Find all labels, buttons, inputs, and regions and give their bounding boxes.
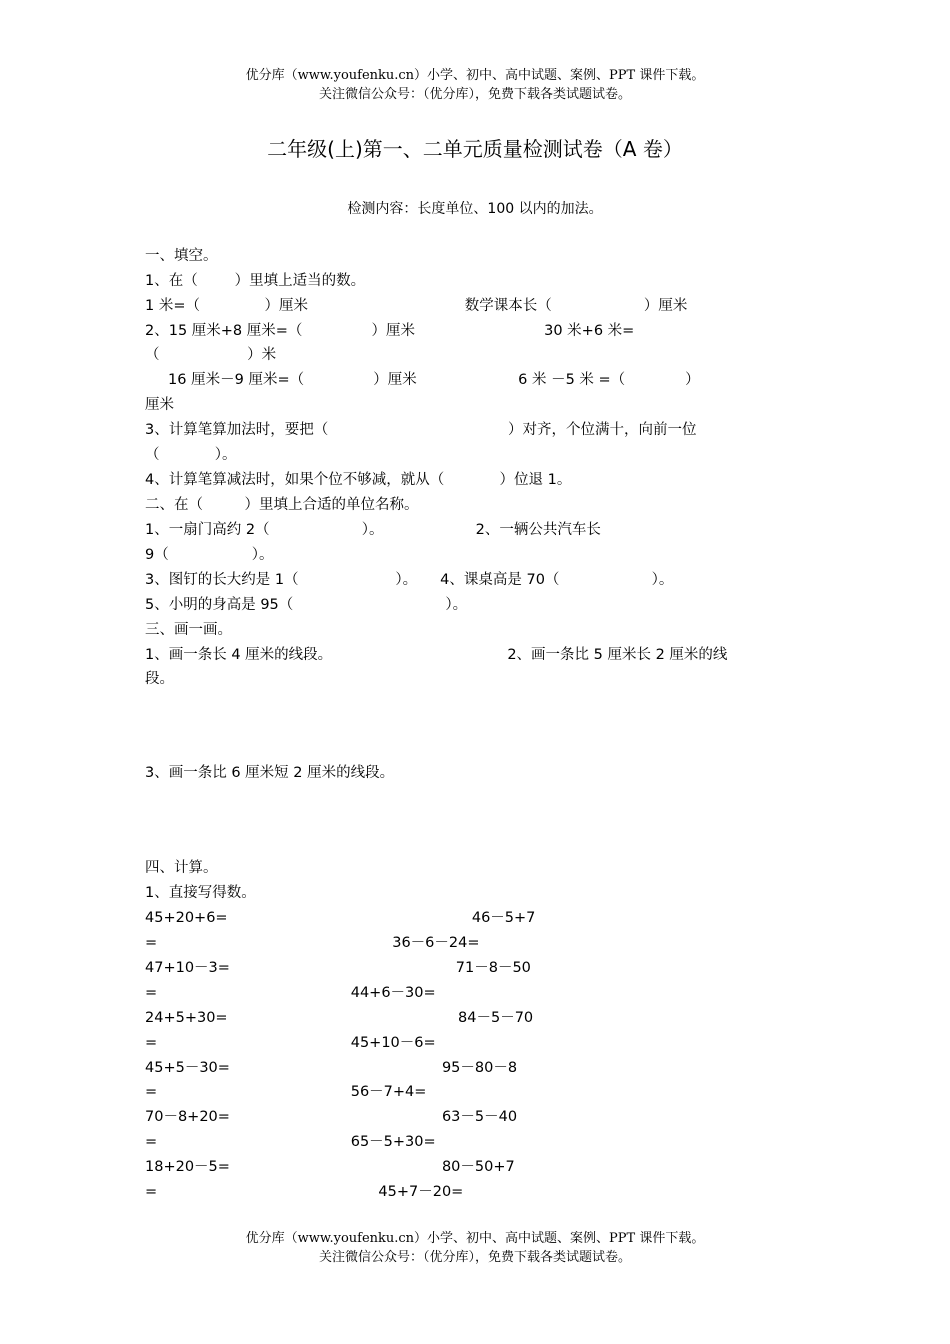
- text-line: 二、在（ ）里填上合适的单位名称。: [145, 497, 419, 513]
- text-line: （ ）米: [145, 347, 277, 363]
- text-line: 16 厘米－9 厘米=（ ）厘米 6 米 －5 米 =（ ）: [145, 372, 700, 388]
- text-line: 3、画一条比 6 厘米短 2 厘米的线段。: [145, 765, 395, 781]
- header-line-2: 关注微信公众号：（优分库），免费下载各类试题试卷。: [318, 87, 631, 102]
- text-line: 1、在（ ）里填上适当的数。: [145, 273, 366, 289]
- text-line: 一、填空。: [145, 248, 218, 264]
- text-line: （ ）。: [145, 447, 237, 463]
- text-line: = 44+6－30=: [145, 985, 436, 1001]
- text-line: 47+10－3= 71－8－50: [145, 960, 531, 976]
- footer-line-2: 关注微信公众号：（优分库），免费下载各类试题试卷。: [318, 1250, 631, 1265]
- text-line: 1 米=（ ）厘米 数学课本长（ ）厘米: [145, 298, 688, 314]
- text-line: = 65－5+30=: [145, 1134, 436, 1150]
- text-line: = 56－7+4=: [145, 1084, 427, 1100]
- text-line: 45+20+6= 46－5+7: [145, 910, 536, 926]
- page-subtitle: 检测内容：长度单位、100 以内的加法。: [347, 201, 603, 217]
- text-line: 3、图钉的长大约是 1（ ）。 4、课桌高是 70（ ）。: [145, 572, 674, 588]
- text-line: 段。: [145, 671, 174, 687]
- text-line: 70－8+20= 63－5－40: [145, 1109, 518, 1125]
- text-line: 1、画一条长 4 厘米的线段。 2、画一条比 5 厘米长 2 厘米的线: [145, 647, 728, 663]
- text-line: 1、一扇门高约 2（ ）。 2、一辆公共汽车长: [145, 522, 601, 538]
- text-line: 9（ ）。: [145, 547, 274, 563]
- text-line: 1、直接写得数。: [145, 885, 256, 901]
- text-line: 24+5+30= 84－5－70: [145, 1010, 534, 1026]
- text-line: = 45+7－20=: [145, 1184, 464, 1200]
- header-line-1: 优分库（www.youfenku.cn）小学、初中、高中试题、案例、PPT 课件下载。: [245, 68, 705, 83]
- text-line: 2、15 厘米+8 厘米=（ ）厘米 30 米+6 米=: [145, 323, 635, 339]
- text-line: 厘米: [145, 397, 174, 413]
- text-line: = 45+10－6=: [145, 1035, 436, 1051]
- text-line: 三、画一画。: [145, 622, 232, 638]
- text-line: 四、计算。: [145, 860, 218, 876]
- text-line: 18+20－5= 80－50+7: [145, 1159, 515, 1175]
- text-line: 45+5－30= 95－80－8: [145, 1060, 518, 1076]
- text-line: 4、计算笔算减法时，如果个位不够减，就从（ ）位退 1。: [145, 472, 572, 488]
- page-title: 二年级(上)第一、二单元质量检测试卷（A 卷）: [267, 137, 683, 161]
- text-line: = 36－6－24=: [145, 935, 480, 951]
- text-line: 5、小明的身高是 95（ ）。: [145, 597, 468, 613]
- footer-line-1: 优分库（www.youfenku.cn）小学、初中、高中试题、案例、PPT 课件下载。: [245, 1231, 705, 1246]
- text-line: 3、计算笔算加法时，要把（ ）对齐，个位满十，向前一位: [145, 422, 697, 438]
